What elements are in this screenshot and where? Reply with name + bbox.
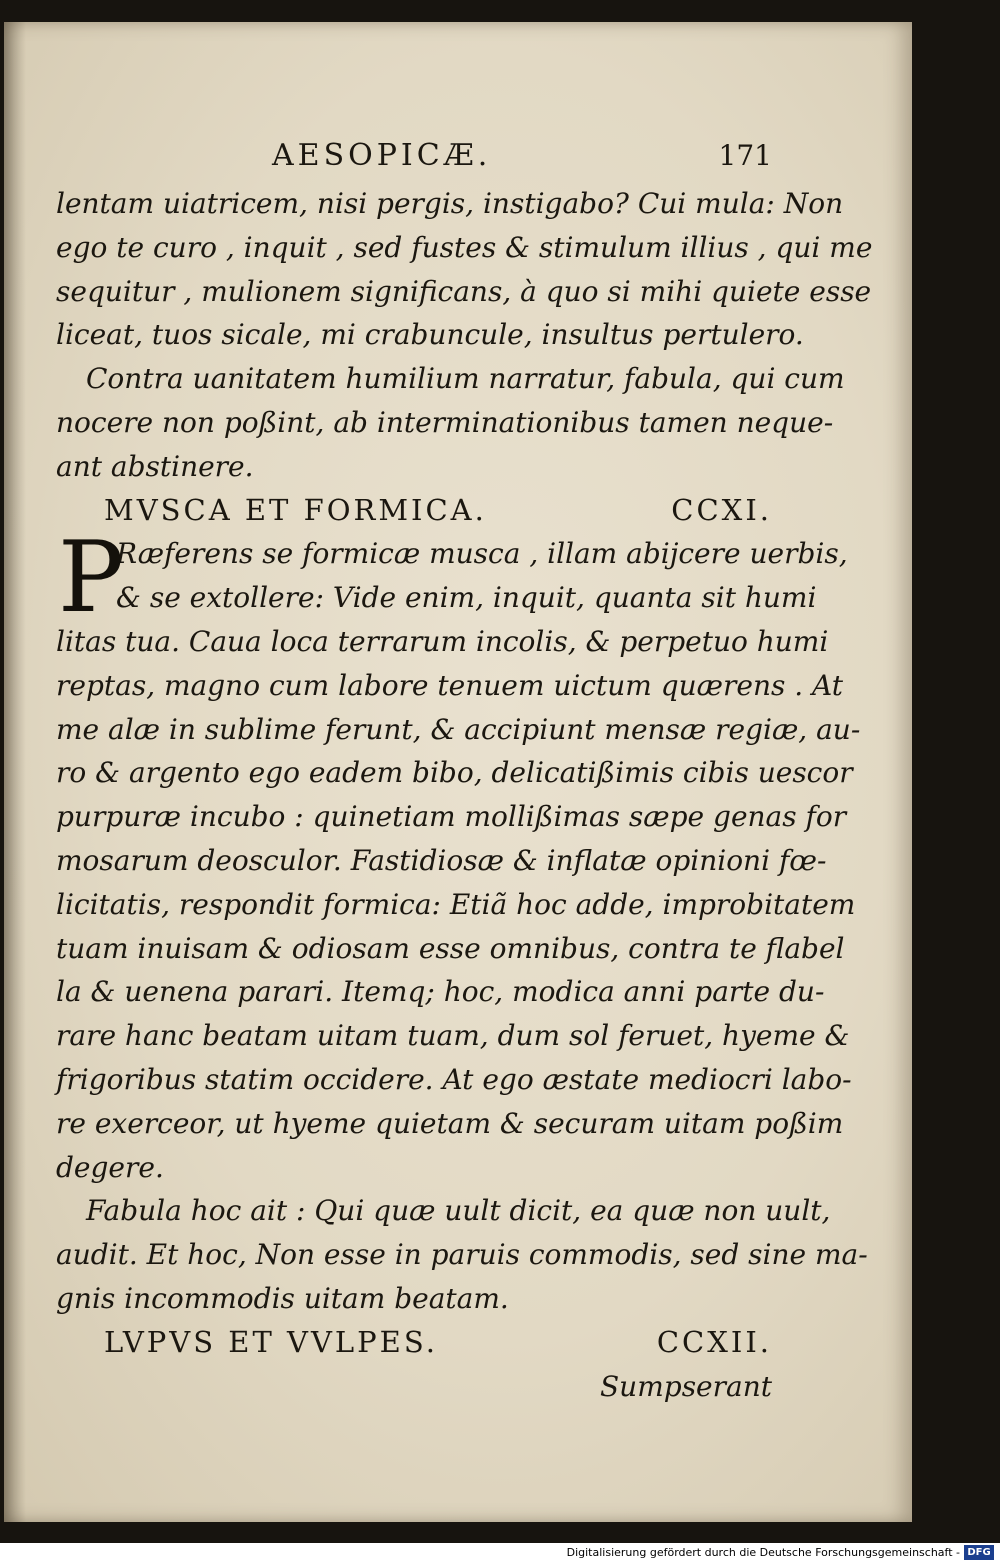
text-line: reptas, magno cum labore tenuem uictum quærens . At	[56, 668, 844, 702]
catchword: Sumpserant	[600, 1369, 772, 1403]
fable-number: CCXI.	[671, 492, 772, 527]
fable-heading-211	[56, 489, 772, 533]
text-line: audit. Et hoc, Non esse in paruis commodis, sed sine ma-	[56, 1238, 868, 1272]
text-line: sequitur , mulionem significans, à quo si mihi quiete esse	[56, 274, 872, 308]
text-line: lentam uiatricem, nisi pergis, instigabo? Cui mula: Non	[56, 187, 844, 220]
text-line: nocere non poßint, ab interminationibus tamen neque-	[56, 405, 834, 439]
text-line: Fabula hoc ait : Qui quæ uult dicit, ea quæ non uult,	[86, 1194, 831, 1228]
text-line: ro & argento ego eadem bibo, delicatißimis cibis uescor	[56, 756, 853, 790]
page-number: 171	[718, 139, 772, 172]
text-line: liceat, tuos sicale, mi crabuncule, insultus pertulero.	[56, 318, 804, 352]
text-line: la & uenena parari. Itemq; hoc, modica anni parte du-	[56, 975, 825, 1009]
text-line: Ræferens se formicæ musca , illam abijcere uerbis,	[116, 537, 848, 571]
fable-title: MVSCA ET FORMICA.	[104, 492, 487, 527]
moral-paragraph	[56, 357, 845, 488]
text-line: gnis incommodis uitam beatam.	[56, 1281, 509, 1315]
dfg-logo: DFG	[964, 1545, 994, 1560]
text-line: tuam inuisam & odiosam esse omnibus, contra te flabel	[56, 931, 845, 965]
drop-cap: P	[58, 521, 124, 636]
continuation-paragraph	[56, 182, 873, 357]
funding-credit: Digitalisierung gefördert durch die Deutsche Forschungsgemeinschaft -	[566, 1546, 960, 1559]
fable-number: CCXII.	[656, 1324, 772, 1359]
text-line: re exerceor, ut hyeme quietam & securam uitam poßim	[56, 1106, 844, 1140]
text-block	[56, 134, 873, 1408]
text-line: & se extollere: Vide enim, inquit, quanta sit humi	[116, 581, 817, 615]
text-line: rare hanc beatam uitam tuam, dum sol feruet, hyeme &	[56, 1019, 850, 1053]
gutter-shadow	[4, 22, 26, 1522]
text-line: litas tua. Caua loca terrarum incolis, & perpetuo humi	[56, 624, 829, 658]
text-line: purpuræ incubo : quinetiam mollißimas sæpe genas for	[56, 800, 847, 834]
fable-title: LVPVS ET VVLPES.	[104, 1324, 438, 1359]
fable-heading-212	[56, 1321, 772, 1365]
fable-body-211	[56, 521, 861, 1189]
text-line: ego te curo , inquit , sed fustes & stimulum illius , qui me	[56, 230, 873, 264]
text-line: degere.	[56, 1150, 164, 1184]
text-line: me alæ in sublime ferunt, & accipiunt mensæ regiæ, au-	[56, 712, 861, 746]
book-page	[4, 22, 912, 1522]
text-line: Contra uanitatem humilium narratur, fabula, qui cum	[86, 362, 845, 396]
running-head	[56, 134, 772, 182]
text-line: ant abstinere.	[56, 449, 254, 483]
text-line: frigoribus statim occidere. At ego æstate mediocri labo-	[56, 1062, 852, 1096]
running-head-title: AESOPICÆ.	[272, 138, 492, 173]
text-line: licitatis, respondit formica: Etiã hoc adde, improbitatem	[56, 887, 856, 921]
fable-moral-211	[56, 1189, 868, 1320]
text-line: mosarum deosculor. Fastidiosæ & inflatæ opinioni fœ-	[56, 843, 827, 877]
